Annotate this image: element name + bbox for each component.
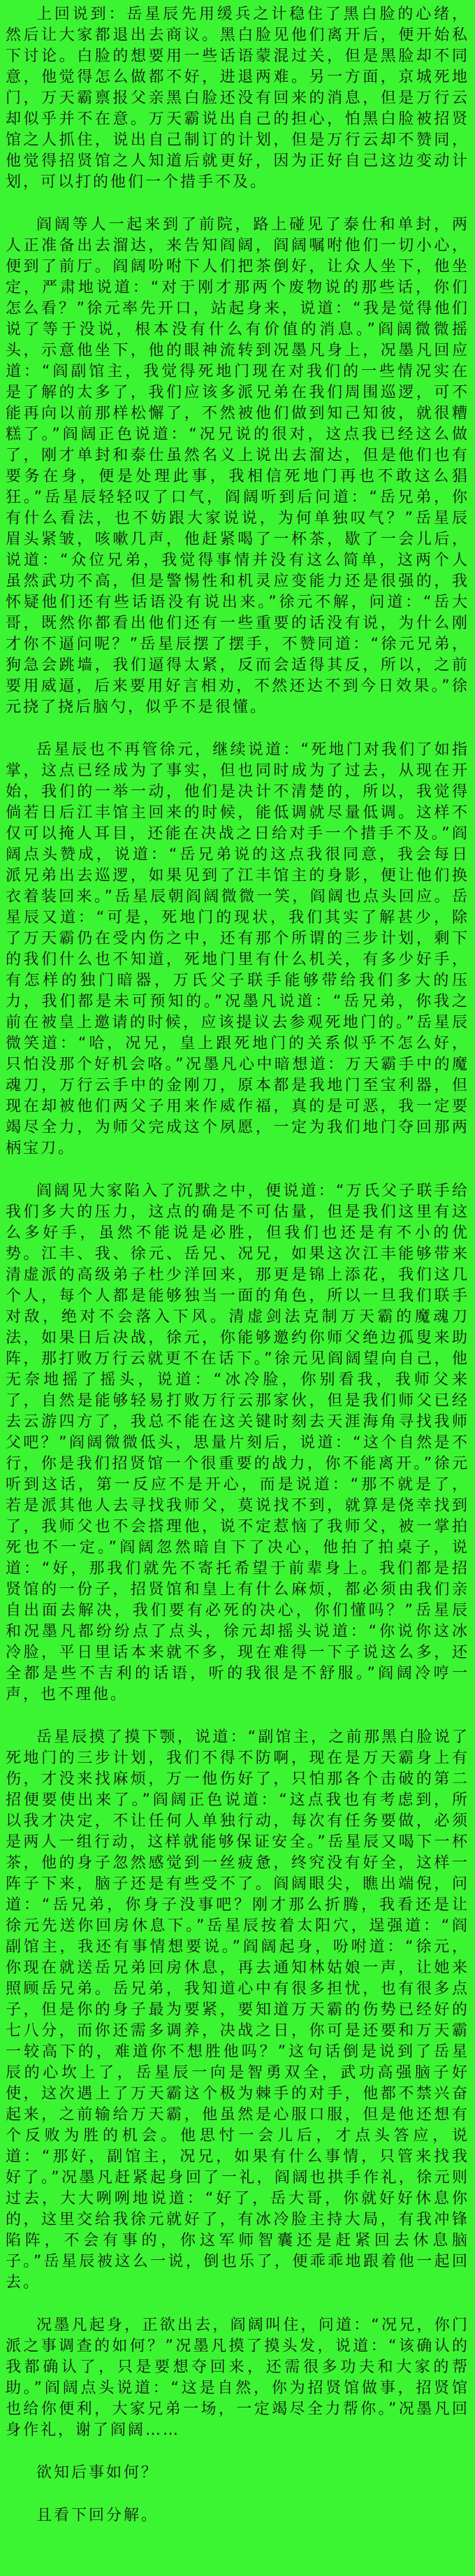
story-paragraph-6: 况墨凡起身，正欲出去，阎阔叫住，问道：“况兄，你门派之事调查的如何？”况墨凡摸了摸头发，说道：“该确认的我都确认了，只是要想夺回来，还需很多功夫和大家的帮助。”阎阔点头说道：“这是自然，你为招贤馆做事，招贤馆也给你便利，大家兄弟一场，一定竭尽全力帮你。”况墨凡回身作礼，谢了阎阔…… [6,2317,469,2439]
closing-question-line: 欲知后事如何？ [36,2464,159,2482]
story-paragraph-recap: 上回说到：岳星辰先用缓兵之计稳住了黑白脸的心绪，然后让大家都退出去商议。黑白脸见他们离开后，便开始私下讨论。白脸的想要用一些话语蒙混过关，但是黑脸却不同意，他觉得怎么做都不好，进退两难。另一方面，京城死地门，万天霸禀报父亲黑白脸还没有回来的消息，但是万行云却似乎并不在意。万天霸说出自己的担心，怕黑白脸被招贤馆之人抓住，说出自己制订的计划，但是万行云却不赞同，他觉得招贤馆之人知道后就更好，因为正好自己这边变动计划，可以打的他们一个措手不及。 [6,6,469,191]
story-paragraph-5: 岳星辰摸了摸下颚，说道：“副馆主，之前那黑白脸说了死地门的三步计划，我们不得不防啊，现在是万天霸身上有伤，才没来找麻烦，万一他伤好了，只怕那各个击破的第二招便要使出来了。”阎阔正色说道：“这点我也有考虑到，所以我才决定，不让任何人单独行动，每次有任务要做，必须是两人一组行动，这样就能够保证安全。”岳星辰又喝下一杯茶，他的身子忽然感觉到一丝疲惫，终究没有好全，这样一阵子下来，脑子还是有些受不了。阎阔眼尖，瞧出端倪，问道：“岳兄弟，你身子没事吧？刚才那么折腾，我看还是让徐元先送你回房休息下。”岳星辰按着太阳穴，逞强道：“阎副馆主，我还有事情想要说。”阎阔起身，吩咐道：“徐元，你现在就送岳兄弟回房休息，再去通知林姑娘一声，让她来照顾岳兄弟。岳兄弟，我知道心中有很多担忧，也有很多点子，但是你的身子最为要紧，要知道万天霸的伤势已经好的七八分，而你还需多调养，决战之日，你可是还要和万天霸一较高下的，难道你不想胜他吗？”这句话倒是说到了岳星辰的心坎上了，岳星辰一向是智勇双全，武功高强脑子好使，这次遇上了万天霸这个极为棘手的对手，他都不禁兴奋起来，之前输给万天霸，他虽然是心服口服，但是他还想有个反败为胜的机会。他思忖一会儿后，才点头答应，说道：“那好，副馆主，况兄，如果有什么事情，只管来找我好了。”况墨凡赶紧起身回了一礼，阎阔也拱手作礼，徐元则过去，大大咧咧地说道：“好了，岳大哥，你就好好休息你的，这里交给我徐元就好了，有冰冷脸主持大局，有我冲锋陷阵，不会有事的，你这军师智囊还是赶紧回去休息脑子。”岳星辰被这么一说，倒也乐了，便乖乖地跟着他一起回去。 [6,1729,469,2291]
closing-note-line: 且看下回分解。 [36,2507,159,2524]
story-paragraph-2: 阎阔等人一起来到了前院，路上碰见了泰仕和单封，两人正准备出去溜达，来告知阎阔，阎阔嘱咐他们一切小心，便到了前厅。阎阔吩咐下人们把茶倒好，让众人坐下，他坐定，严肃地说道：“对于刚才那两个废物说的那些话，你们怎么看？”徐元率先开口，站起身来，说道：“我是觉得他们说了等于没说，根本没有什么有价值的消息。”阎阔微微摇头，示意他坐下，他的眼神流转到况墨凡身上，况墨凡回应道：“阎副馆主，我觉得死地门现在对我们的一些情况实在是了解的太多了，我们应该多派兄弟在我们周围巡逻，可不能再向以前那样松懈了，不然被他们做到知己知彼，就很糟糕了。”阎阔正色说道：“况兄说的很对，这点我已经这么做了，刚才单封和泰仕虽然名义上说出去溜达，但是他们也有要务在身，便是处理此事，我相信死地门再也不敢这么猖狂。”岳星辰轻轻叹了口气，阎阔听到后问道：“岳兄弟，你有什么看法，也不妨跟大家说说，为何单独叹气？”岳星辰眉头紧皱，咳嗽几声，他赶紧喝了一杯茶，歇了一会儿后，说道：“众位兄弟，我觉得事情并没有这么简单，这两个人虽然武功不高，但是警惕性和机灵应变能力还是很强的，我怀疑他们还有些话语没有说出来。”徐元不解，问道：“岳大哥，既然你都看出他们还有一些重要的话没有说，为什么刚才你不逼问呢？”岳星辰摆了摆手，不赞同道：“徐元兄弟，狗急会跳墙，我们逼得太紧，反而会适得其反，所以，之前要用威逼，后来要用好言相劝，不然还达不到今日效果。”徐元挠了挠后脑勺，似乎不是很懂。 [6,216,469,716]
story-paragraph-4: 阎阔见大家陷入了沉默之中，便说道：“万氏父子联手给我们多大的压力，这点的确是不可估量，但是我们这里有这么多好手，虽然不能说是必胜，但我们也还是有不小的优势。江丰、我、徐元、岳兄、况兄，如果这次江丰能够带来清虚派的高级弟子杜少洋回来，那更是锦上添花，我们这几个人，每个人都是能够独当一面的角色，所以一旦我们联手对敌，绝对不会落入下风。清虚剑法克制万天霸的魔魂刀法，如果日后决战，徐元，你能够邀约你师父绝边孤叟来助阵，那打败万行云就更不在话下。”徐元见阎阔望向自己，他无奈地摇了摇头，说道：“冰冷脸，你别看我，我师父来了，自然是能够轻易打败万行云那家伙，但是我们师父已经去云游四方了，我总不能在这关键时刻去天涯海角寻找我师父吧？”阎阔微微低头，思量片刻后，说道：“这个自然是不行，你是我们招贤馆一个很重要的战力，你不能离开。”徐元听到这话，第一反应不是开心，而是说道：“那不就是了，若是派其他人去寻找我师父，莫说找不到，就算是侥幸找到了，我师父也不会搭理他，说不定惹恼了我师父，被一掌拍死也不一定。”阎阔忽然暗自下了决心，他拍了拍桌子，说道：“好，那我们就先不寄托希望于前辈身上。我们都是招贤馆的一份子，招贤馆和皇上有什么麻烦，都必须由我们亲自出面去解决，我们要有必死的决心，你们懂吗？”岳星辰和况墨凡都纷纷点了点头，徐元却摇头说道：“你说你这冰冷脸，平日里话本来就不多，现在难得一下子说这么多，还全都是些不吉利的话语，听的我很是不舒服。”阎阔冷哼一声，也不理他。 [6,1182,469,1703]
story-paragraph-3: 岳星辰也不再管徐元，继续说道：“死地门对我们了如指掌，这点已经成为了事实，但也同时成为了过去，从现在开始，我们的一举一动，他们是决计不清楚的，所以，我觉得倘若日后江丰馆主回来的时候，能低调就尽量低调。这样不仅可以掩人耳目，还能在决战之日给对手一个措手不及。”阎阔点头赞成，说道：“岳兄弟说的这点我很同意，我会每日派兄弟出去巡逻，如果见到了江丰馆主的身影，便让他们换衣着装回来。”岳星辰朝阎阔微微一笑，阎阔也点头回应。岳星辰又道：“可是，死地门的现状，我们其实了解甚少，除了万天霸仍在受内伤之中，还有那个所谓的三步计划，剩下的我们什么也不知道，死地门里有什么机关，有多少好手，有怎样的独门暗器，万氏父子联手能够带给我们多大的压力，我们都是未可预知的。”况墨凡说道：“岳兄弟，你我之前在被皇上邀请的时候，应该提议去参观死地门的。”岳星辰微笑道：“哈，况兄，皇上跟死地门的关系似乎不怎么好，只怕没那个好机会咯。”况墨凡心中暗想道：万天霸手中的魔魂刀，万行云手中的金刚刀，原本都是我地门至宝利器，但现在却被他们两父子用来作威作福，真的是可恶，我一定要竭尽全力，为师父完成这个夙愿，一定为我们地门夺回那两柄宝刀。 [6,741,469,1157]
